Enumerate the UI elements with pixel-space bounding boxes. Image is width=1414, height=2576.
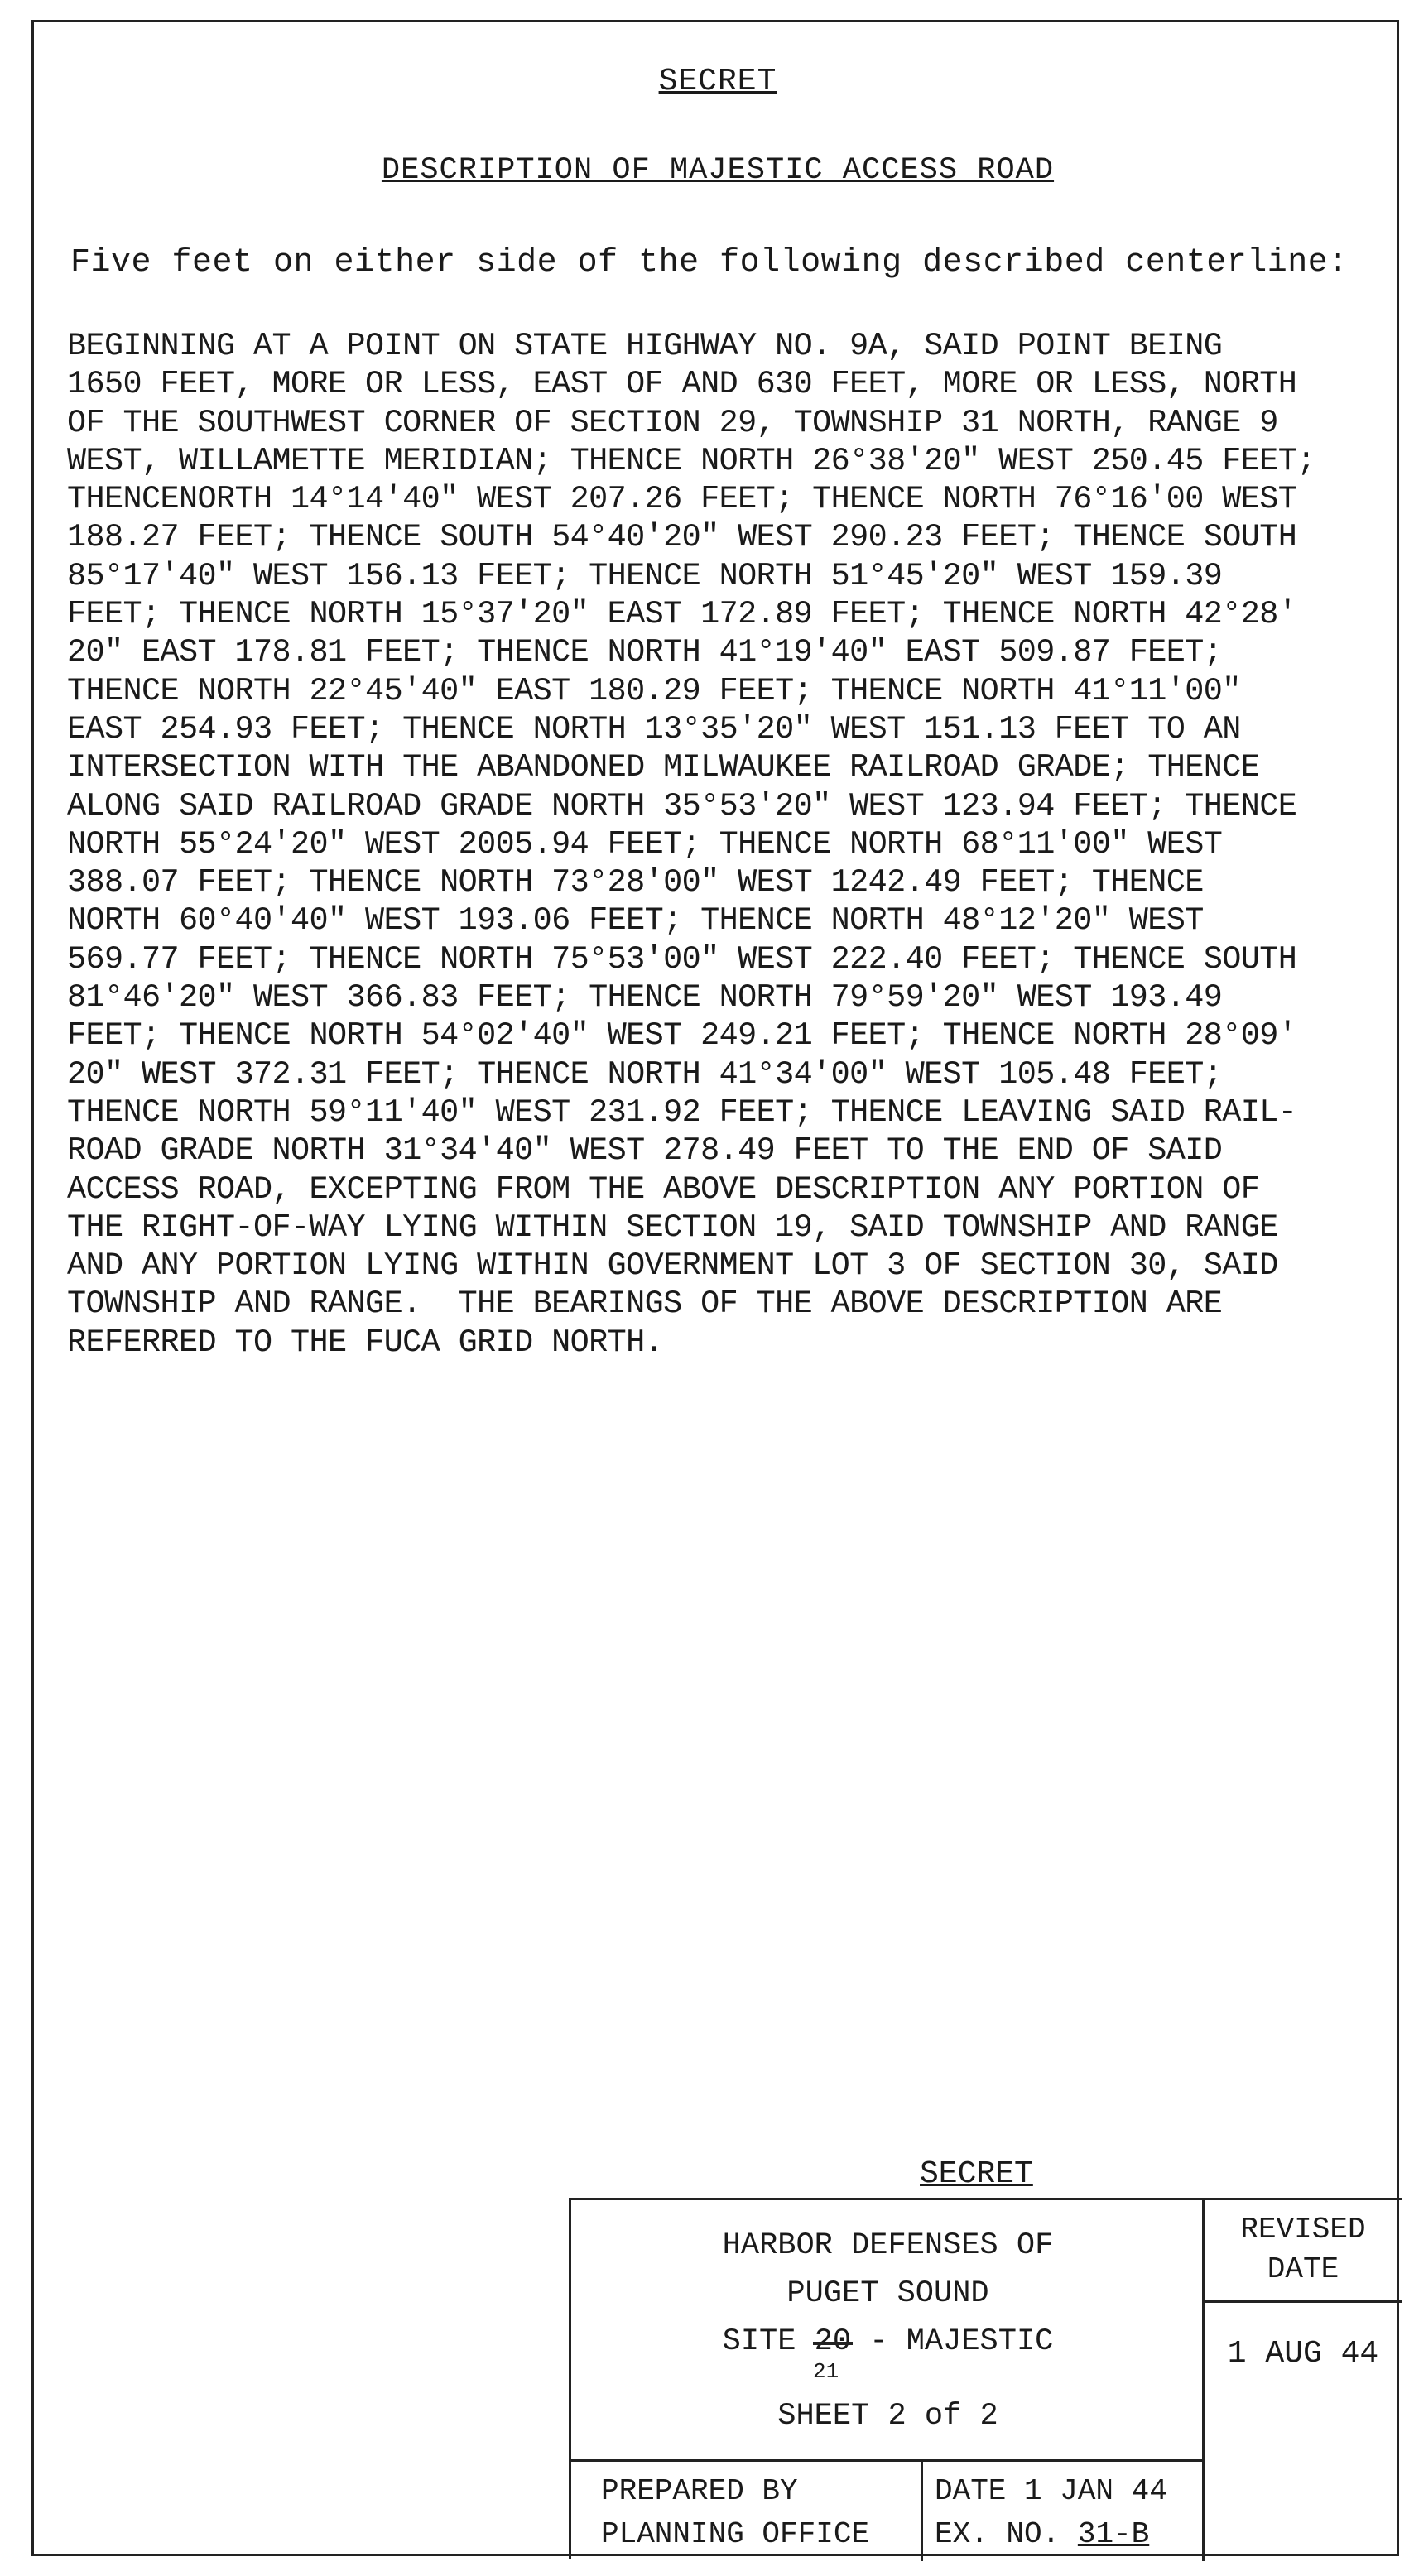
revised-label-1: REVISED — [1240, 2213, 1366, 2247]
site-prefix: SITE — [722, 2324, 796, 2359]
site-struck-number: 20 — [814, 2324, 852, 2359]
prepared-line-1: PREPARED BY — [601, 2474, 798, 2508]
body-line: AND ANY PORTION LYING WITHIN GOVERNMENT LOT 3 OF SECTION 30, SAID — [67, 1247, 1278, 1285]
body-line: 188.27 FEET; THENCE SOUTH 54°40'20" WEST 290.23 FEET; THENCE SOUTH — [67, 519, 1297, 556]
body-line: 569.77 FEET; THENCE NORTH 75°53'00" WEST 222.40 FEET; THENCE SOUTH — [67, 940, 1297, 978]
body-line: THE RIGHT-OF-WAY LYING WITHIN SECTION 19, SAID TOWNSHIP AND RANGE — [67, 1209, 1278, 1246]
title-block-main — [571, 2200, 1205, 2462]
intro-line: Five feet on either side of the following described centerline: — [70, 244, 1349, 281]
prepared-line-2: PLANNING OFFICE — [601, 2517, 870, 2551]
exhibit-line — [935, 2513, 1202, 2556]
body-line: 81°46'20" WEST 366.83 FEET; THENCE NORTH 79°59'20" WEST 193.49 — [67, 979, 1223, 1016]
body-line: 20" EAST 178.81 FEET; THENCE NORTH 41°19'40" EAST 509.87 FEET; — [67, 634, 1223, 671]
body-line: ALONG SAID RAILROAD GRADE NORTH 35°53'20" WEST 123.94 FEET; THENCE — [67, 787, 1297, 824]
body-line: NORTH 60°40'40" WEST 193.06 FEET; THENCE NORTH 48°12'20" WEST — [67, 902, 1204, 940]
body-line: WEST, WILLAMETTE MERIDIAN; THENCE NORTH 26°38'20" WEST 250.45 FEET; — [67, 442, 1315, 479]
body-line: INTERSECTION WITH THE ABANDONED MILWAUKEE RAILROAD GRADE; THENCE — [67, 749, 1260, 786]
body-line: BEGINNING AT A POINT ON STATE HIGHWAY NO. 9A, SAID POINT BEING — [67, 328, 1223, 364]
body-line: OF THE SOUTHWEST CORNER OF SECTION 29, TOWNSHIP 31 NORTH, RANGE 9 — [67, 404, 1278, 441]
document-frame — [31, 20, 1399, 2556]
body-line: 85°17'40" WEST 156.13 FEET; THENCE NORTH 51°45'20" WEST 159.39 — [67, 557, 1223, 594]
body-line: FEET; THENCE NORTH 15°37'20" EAST 172.89 FEET; THENCE NORTH 42°28' — [67, 596, 1297, 633]
agency-line-1: HARBOR DEFENSES OF — [722, 2228, 1054, 2263]
legal-description — [67, 327, 1400, 1362]
body-line: EAST 254.93 FEET; THENCE NORTH 13°35'20" WEST 151.13 FEET TO AN — [67, 710, 1241, 747]
exhibit-prefix: EX. NO. — [935, 2517, 1060, 2551]
classification-header: SECRET — [658, 64, 777, 99]
sheet-number: SHEET 2 of 2 — [777, 2399, 998, 2434]
body-line: NORTH 55°24'20" WEST 2005.94 FEET; THENCE NORTH 68°11'00" WEST — [67, 825, 1223, 863]
body-line: THENCE NORTH 22°45'40" EAST 180.29 FEET; THENCE NORTH 41°11'00" — [67, 672, 1241, 709]
body-line: THENCE NORTH 59°11'40" WEST 231.92 FEET; THENCE LEAVING SAID RAIL- — [67, 1093, 1297, 1131]
body-line: ACCESS ROAD, EXCEPTING FROM THE ABOVE DESCRIPTION ANY PORTION OF — [67, 1170, 1260, 1208]
body-line: 20" WEST 372.31 FEET; THENCE NORTH 41°34'00" WEST 105.48 FEET; — [67, 1055, 1223, 1093]
exhibit-number: 31-B — [1077, 2517, 1150, 2551]
date-and-exhibit — [923, 2462, 1205, 2561]
revised-label-2: DATE — [1267, 2252, 1339, 2286]
document-title: DESCRIPTION OF MAJESTIC ACCESS ROAD — [381, 153, 1055, 188]
site-corrected-number: 21 — [813, 2359, 839, 2384]
body-line: THENCENORTH 14°14'40" WEST 207.26 FEET; THENCE NORTH 76°16'00 WEST — [67, 481, 1297, 518]
body-line: ROAD GRADE NORTH 31°34'40" WEST 278.49 FEET TO THE END OF SAID — [67, 1132, 1223, 1170]
revised-date-label — [1205, 2200, 1402, 2303]
revised-date-value: 1 AUG 44 — [1227, 2336, 1379, 2372]
body-line: 388.07 FEET; THENCE NORTH 73°28'00" WEST 1242.49 FEET; THENCE — [67, 864, 1204, 901]
agency-line-2: PUGET SOUND — [786, 2276, 989, 2311]
title-block — [569, 2198, 1402, 2559]
classification-footer: SECRET — [920, 2156, 1033, 2192]
body-line: REFERRED TO THE FUCA GRID NORTH. — [67, 1324, 664, 1361]
date-line: DATE 1 JAN 44 — [935, 2474, 1167, 2508]
body-line: TOWNSHIP AND RANGE. THE BEARINGS OF THE ABOVE DESCRIPTION ARE — [67, 1286, 1223, 1323]
body-line: 1650 FEET, MORE OR LESS, EAST OF AND 630 FEET, MORE OR LESS, NORTH — [67, 366, 1297, 403]
body-line: FEET; THENCE NORTH 54°02'40" WEST 249.21 FEET; THENCE NORTH 28°09' — [67, 1017, 1297, 1055]
prepared-by — [571, 2462, 923, 2561]
site-line — [571, 2324, 1205, 2359]
site-suffix: - MAJESTIC — [869, 2324, 1054, 2359]
